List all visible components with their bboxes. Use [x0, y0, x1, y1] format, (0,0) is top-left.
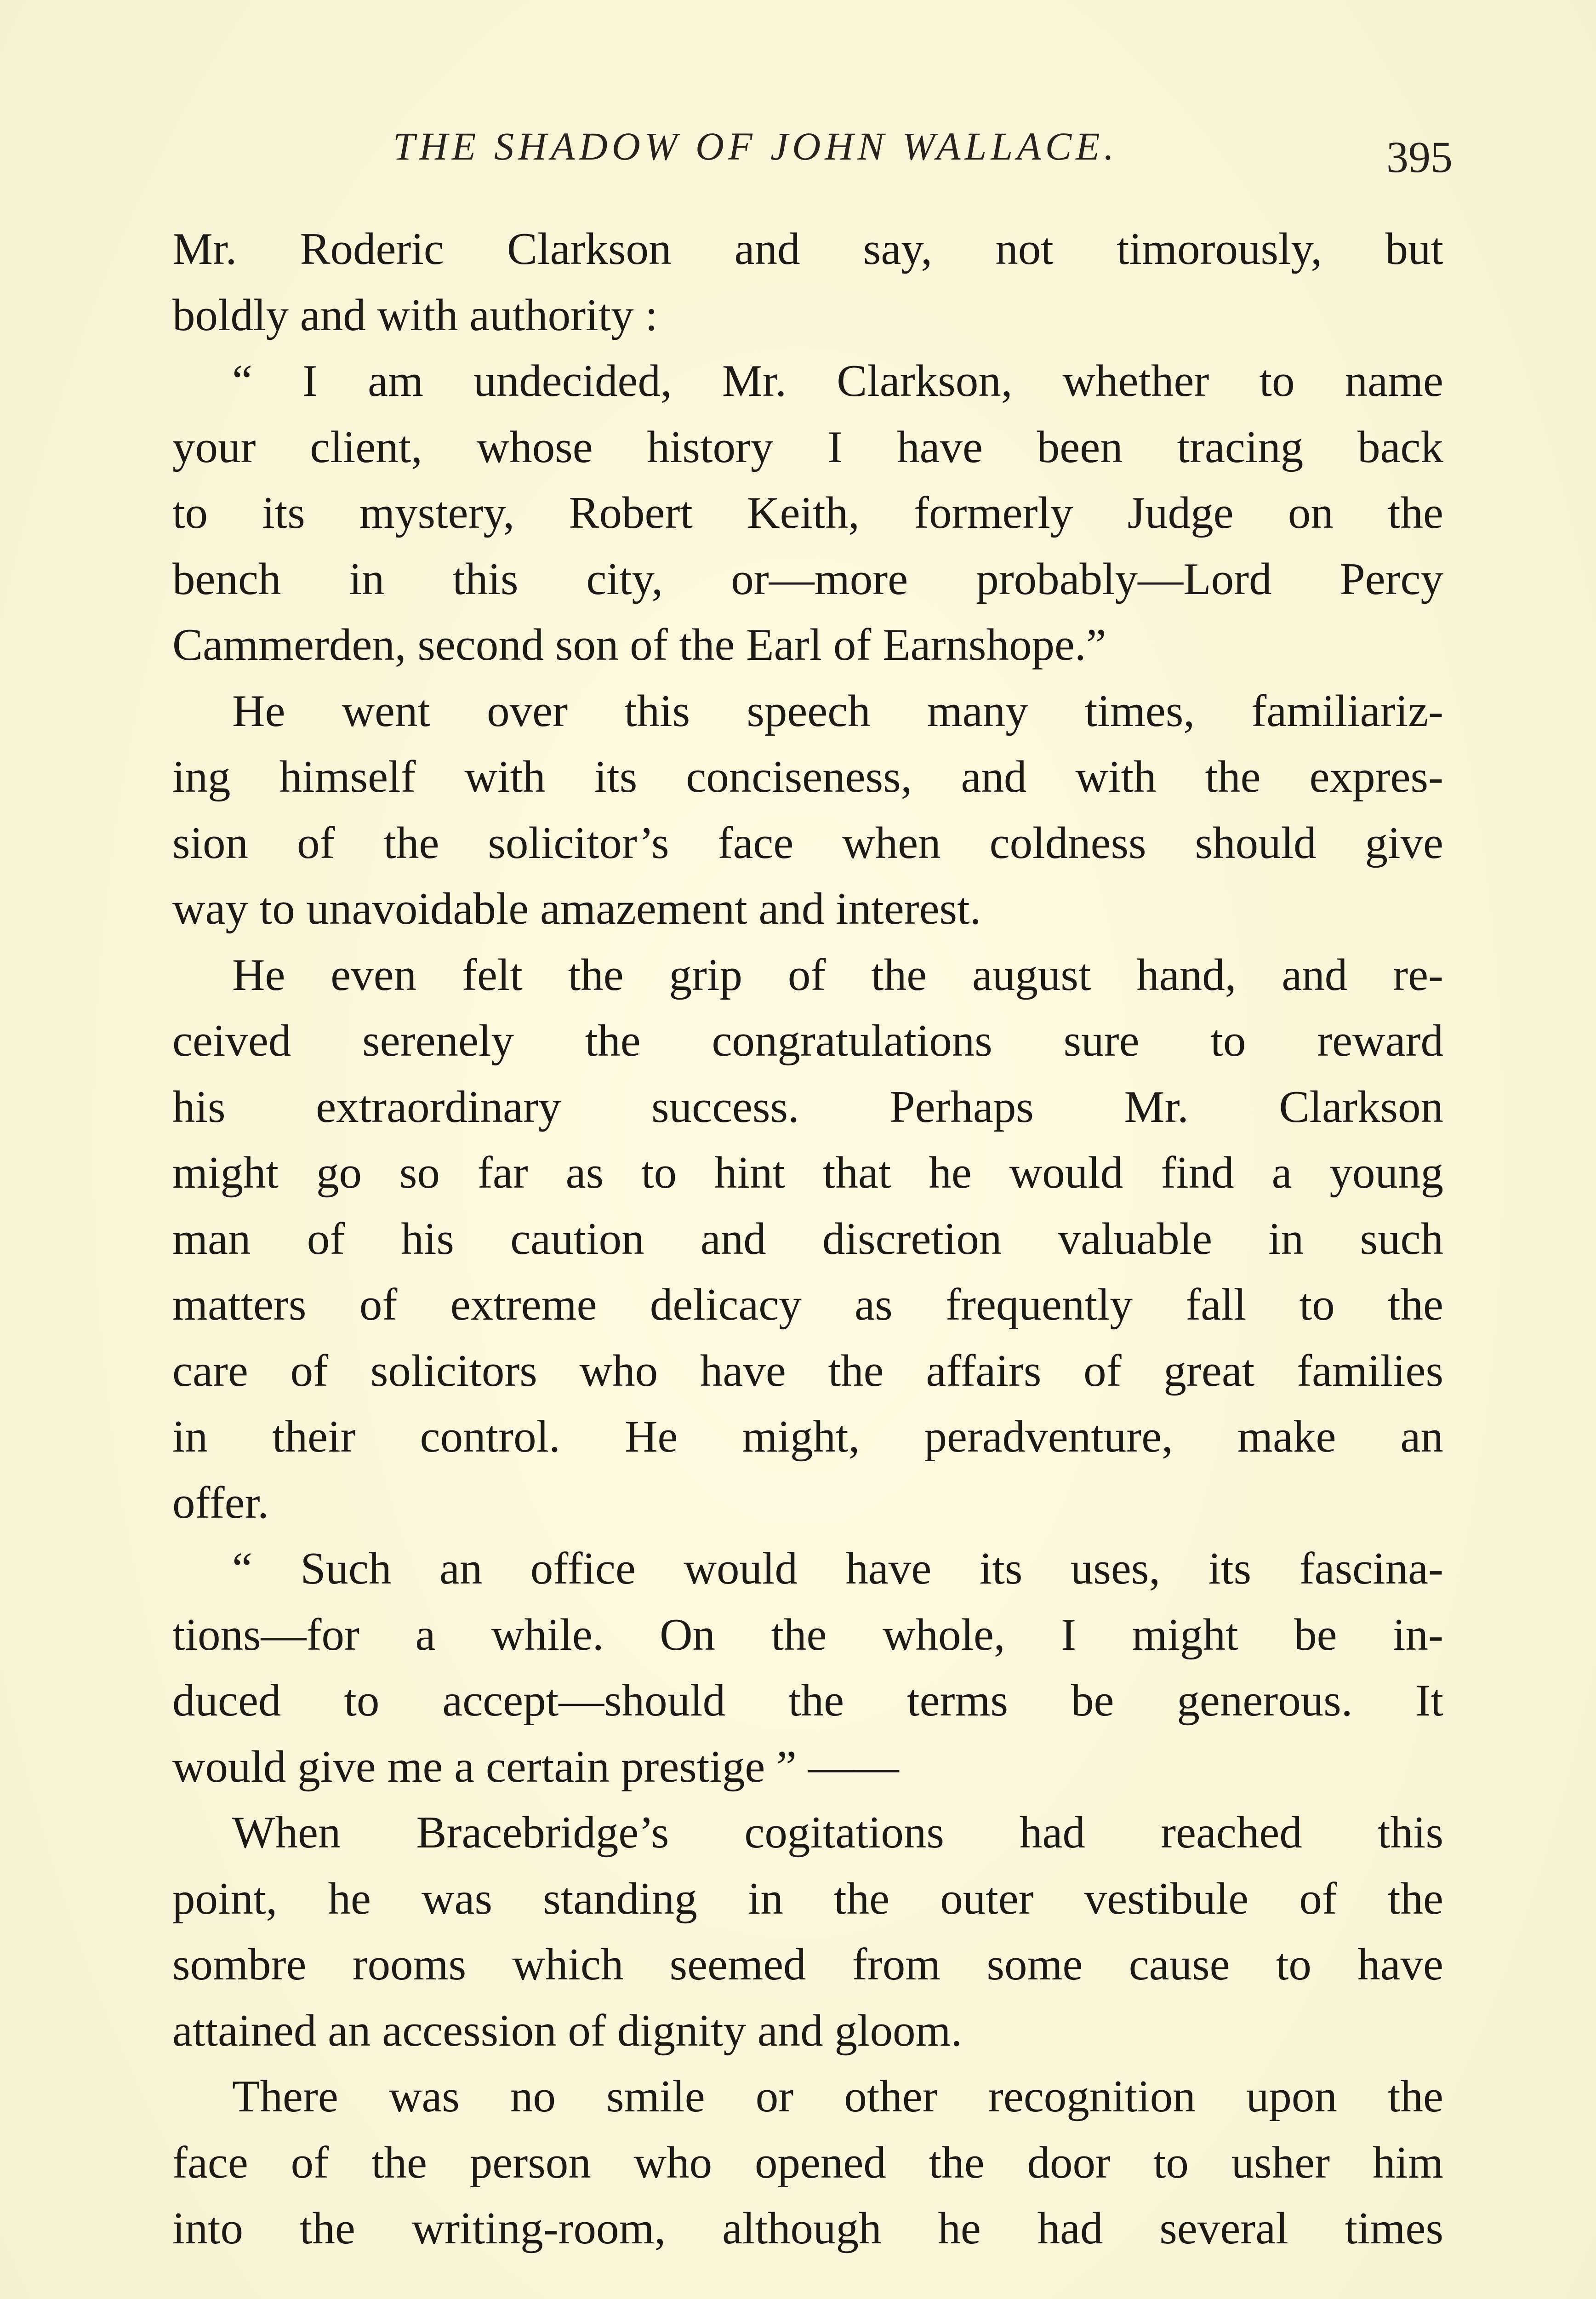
text-line: your client, whose history I have been tracing back [172, 422, 1443, 472]
text-line: He went over this speech many times, familiariz- [232, 686, 1443, 736]
text-line: might go so far as to hint that he would find a young [172, 1148, 1443, 1198]
text-line: care of solicitors who have the affairs of great families [172, 1345, 1443, 1396]
text-line: point, he was standing in the outer vestibule of the [172, 1873, 1443, 1924]
text-line: boldly and with authority : [172, 290, 658, 340]
page-number: 395 [1386, 132, 1453, 182]
running-title: THE SHADOW OF JOHN WALLACE. [393, 124, 1118, 168]
text-line: Cammerden, second son of the Earl of Earnshope.” [172, 620, 1106, 670]
text-line: ceived serenely the congratulations sure to reward [172, 1016, 1443, 1066]
text-line: sion of the solicitor’s face when coldness should give [172, 818, 1443, 868]
text-line: When Bracebridge’s cogitations had reached this [232, 1807, 1443, 1858]
text-line: offer. [172, 1477, 269, 1528]
text-line: matters of extreme delicacy as frequently fall to the [172, 1280, 1443, 1330]
text-line: way to unavoidable amazement and interest. [172, 884, 981, 934]
text-line: There was no smile or other recognition upon the [232, 2071, 1443, 2122]
body-text [172, 216, 1443, 2262]
text-line: to its mystery, Robert Keith, formerly Judge on the [172, 488, 1443, 538]
text-line: his extraordinary success. Perhaps Mr. Clarkson [172, 1081, 1443, 1132]
text-line: in their control. He might, peradventure, make an [172, 1412, 1443, 1462]
text-line: ing himself with its conciseness, and with the expres- [172, 752, 1443, 802]
text-line: into the writing-room, although he had several times [172, 2203, 1443, 2253]
text-line: attained an accession of dignity and gloom. [172, 2005, 963, 2056]
text-line: duced to accept—should the terms be generous. It [172, 1676, 1443, 1726]
text-line: sombre rooms which seemed from some cause to have [172, 1939, 1443, 1990]
text-line: would give me a certain prestige ” —— [172, 1741, 899, 1792]
text-line: “ Such an office would have its uses, its fascina- [232, 1544, 1443, 1594]
text-line: face of the person who opened the door to usher him [172, 2137, 1443, 2188]
text-line: man of his caution and discretion valuable in such [172, 1213, 1443, 1264]
text-line: bench in this city, or—more probably—Lord Percy [172, 554, 1443, 604]
text-line: “ I am undecided, Mr. Clarkson, whether to name [232, 356, 1443, 406]
text-line: Mr. Roderic Clarkson and say, not timorously, but [172, 224, 1443, 274]
text-line: He even felt the grip of the august hand, and re- [232, 949, 1443, 1000]
text-line: tions—for a while. On the whole, I might be in- [172, 1609, 1443, 1660]
page-header [172, 123, 1453, 183]
